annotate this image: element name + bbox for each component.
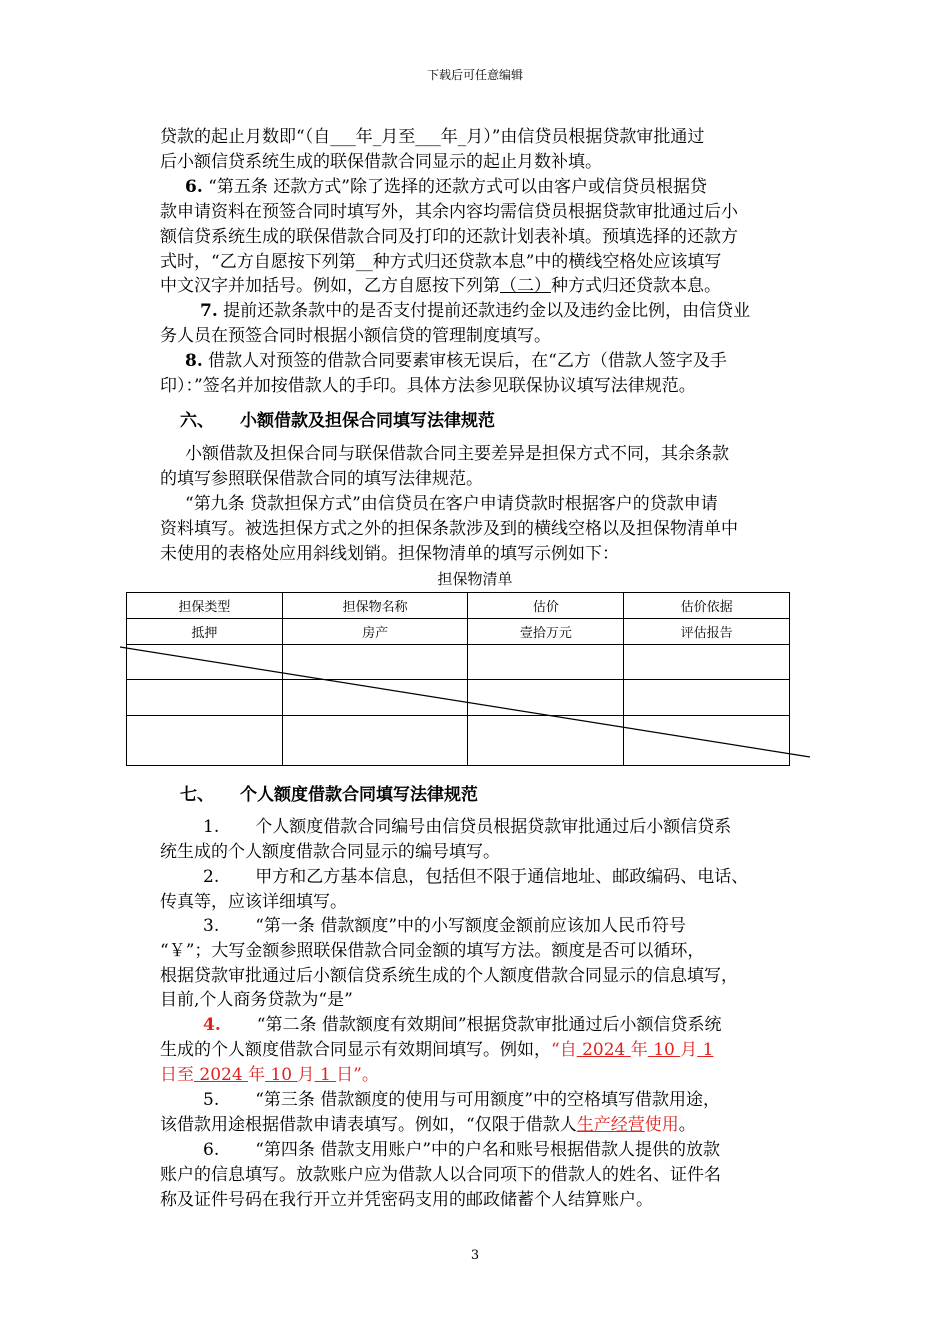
text: 使用 <box>644 1115 679 1135</box>
text: 年 <box>630 1040 648 1060</box>
day: 1 <box>319 1065 331 1085</box>
list-item-3-line <box>203 914 686 938</box>
item-number: 2. <box>203 867 220 887</box>
item-number: 1. <box>203 817 220 837</box>
text-line: 的填写参照联保借款合同的填写法律规范。 <box>160 469 483 489</box>
collateral-table <box>126 592 790 766</box>
table-row <box>127 716 790 766</box>
table-row <box>127 645 790 680</box>
page-number: 3 <box>470 1248 480 1263</box>
paragraph-7-line <box>200 299 750 323</box>
text: 中文汉字并加括号。例如，乙方自愿按下列第 <box>160 276 500 296</box>
underlined-month <box>648 1040 680 1060</box>
table-cell <box>624 645 790 680</box>
underlined-month <box>265 1065 297 1085</box>
text-line <box>160 274 721 298</box>
item-number: 7. <box>200 301 218 321</box>
page-header: 下载后可任意编辑 <box>426 68 523 82</box>
table-cell <box>624 716 790 766</box>
section-7-heading <box>180 780 478 805</box>
text: 提前还款条款中的是否支付提前还款违约金以及违约金比例，由信贷业 <box>223 301 751 321</box>
table-header-row <box>127 593 790 619</box>
text-line <box>160 1063 379 1087</box>
section-title: 个人额度借款合同填写法律规范 <box>240 785 478 805</box>
table-cell: 壹拾万元 <box>468 619 624 645</box>
text: “第五条 还款方式”除了选择的还款方式可以由客户或信贷员根据贷 <box>208 177 707 197</box>
text-line: 统生成的个人额度借款合同显示的编号填写。 <box>160 842 500 862</box>
table-cell: 房产 <box>282 619 468 645</box>
table-cell <box>624 680 790 716</box>
text-line: 账户的信息填写。放款账户应为借款人以合同项下的借款人的姓名、证件名 <box>160 1165 721 1185</box>
list-item-4-line <box>203 1013 722 1037</box>
example-date <box>551 1040 713 1060</box>
table-cell <box>468 645 624 680</box>
text: 生成的个人额度借款合同显示有效期间填写。例如， <box>160 1040 551 1060</box>
underlined-year <box>577 1040 631 1060</box>
year: 2024 <box>582 1040 626 1060</box>
table-header-cell: 担保物名称 <box>282 593 468 619</box>
text-line: “￥”；大写金额参照联保借款合同金额的填写方法。额度是否可以循环， <box>160 941 705 961</box>
month: 10 <box>270 1065 293 1085</box>
text: 月 <box>297 1065 315 1085</box>
text-line: 称及证件号码在我行开立并凭密码支用的邮政储蓄个人结算账户。 <box>160 1190 653 1210</box>
table-cell <box>468 680 624 716</box>
table-cell <box>282 716 468 766</box>
text: 月 <box>680 1040 698 1060</box>
text: 日”。 <box>336 1065 379 1085</box>
table-cell <box>127 645 283 680</box>
text-line <box>160 1113 696 1137</box>
table-caption: 担保物清单 <box>437 570 513 588</box>
underlined-example: 生产经营 <box>576 1115 645 1135</box>
text: “自 <box>551 1040 577 1060</box>
table-cell <box>127 680 283 716</box>
item-number: 8. <box>185 351 203 371</box>
text-line: 根据贷款审批通过后小额信贷系统生成的个人额度借款合同显示的信息填写， <box>160 966 738 986</box>
table-cell <box>127 716 283 766</box>
day: 1 <box>702 1040 714 1060</box>
text-line: 款申请资料在预签合同时填写外，其余内容均需信贷员根据贷款审批通过后小 <box>160 202 738 222</box>
table-header-cell: 估价 <box>468 593 624 619</box>
text-line: 贷款的起止月数即“（自___年_月至___年_月）”由信贷员根据贷款审批通过 <box>160 127 705 147</box>
text-line: 未使用的表格处应用斜线划销。担保物清单的填写示例如下： <box>160 544 619 564</box>
text-line: 额信贷系统生成的联保借款合同及打印的还款计划表补填。预填选择的还款方 <box>160 227 738 247</box>
text: “第三条 借款额度的使用与可用额度”中的空格填写借款用途， <box>255 1090 721 1110</box>
text-line: 后小额信贷系统生成的联保借款合同显示的起止月数补填。 <box>160 152 602 172</box>
text: 借款人对预签的借款合同要素审核无误后，在“乙方（借款人签字及手 <box>208 351 727 371</box>
item-number: 4. <box>203 1015 221 1035</box>
item-number: 6. <box>203 1140 220 1160</box>
section-6-heading <box>180 406 495 431</box>
item-number: 5. <box>203 1090 220 1110</box>
list-item-5-line <box>203 1088 720 1112</box>
table-row <box>127 680 790 716</box>
list-item-1-line <box>203 815 731 839</box>
paragraph-6-line <box>185 175 707 199</box>
paragraph-8-line <box>185 349 727 373</box>
table-header-cell: 担保类型 <box>127 593 283 619</box>
text: “第一条 借款额度”中的小写额度金额前应该加人民币符号 <box>255 916 687 936</box>
text: 。 <box>678 1115 696 1135</box>
table-cell: 抵押 <box>127 619 283 645</box>
year: 2024 <box>199 1065 243 1085</box>
text: “第二条 借款额度有效期间”根据贷款审批通过后小额信贷系统 <box>256 1015 722 1035</box>
list-item-2-line <box>203 865 748 889</box>
table-header-cell: 估价依据 <box>624 593 790 619</box>
section-number: 六、 <box>180 411 214 431</box>
table-cell <box>282 645 468 680</box>
text-line: 传真等，应该详细填写。 <box>160 892 347 912</box>
text: “第四条 借款支用账户”中的户名和账号根据借款人提供的放款 <box>255 1140 721 1160</box>
text-line <box>160 1038 713 1062</box>
text-line: 印）：”签名并加按借款人的手印。具体方法参见联保协议填写法律规范。 <box>160 376 696 396</box>
text: 甲方和乙方基本信息，包括但不限于通信地址、邮政编码、电话、 <box>255 867 749 887</box>
text: 种方式归还贷款本息。 <box>551 276 721 296</box>
text-line: “第九条 贷款担保方式”由信贷员在客户申请贷款时根据客户的贷款申请 <box>185 494 718 514</box>
item-number: 3. <box>203 916 220 936</box>
text-line: 式时，“乙方自愿按下列第__种方式归还贷款本息”中的横线空格处应该填写 <box>160 252 722 272</box>
text-line: 务人员在预签合同时根据小额信贷的管理制度填写。 <box>160 326 551 346</box>
underlined-text: （二） <box>500 276 551 296</box>
text-line: 资料填写。被选担保方式之外的担保条款涉及到的横线空格以及担保物清单中 <box>160 519 738 539</box>
text-line: 小额借款及担保合同与联保借款合同主要差异是担保方式不同，其余条款 <box>185 444 729 464</box>
underlined-day <box>697 1040 713 1060</box>
table-cell <box>282 680 468 716</box>
text-line: 目前,个人商务贷款为“是” <box>160 990 353 1010</box>
text: 日至 <box>160 1065 194 1085</box>
table-cell: 评估报告 <box>624 619 790 645</box>
text: 个人额度借款合同编号由信贷员根据贷款审批通过后小额信贷系 <box>255 817 732 837</box>
item-number: 6. <box>185 177 203 197</box>
underlined-year <box>194 1065 248 1085</box>
month: 10 <box>653 1040 675 1060</box>
table-row <box>127 619 790 645</box>
table-cell <box>468 716 624 766</box>
section-title: 小额借款及担保合同填写法律规范 <box>240 411 495 431</box>
list-item-6-line <box>203 1138 720 1162</box>
underlined-day <box>315 1065 337 1085</box>
text: 年 <box>248 1065 266 1085</box>
section-number: 七、 <box>180 785 214 805</box>
text: 该借款用途根据借款申请表填写。例如，“仅限于借款人 <box>160 1115 577 1135</box>
